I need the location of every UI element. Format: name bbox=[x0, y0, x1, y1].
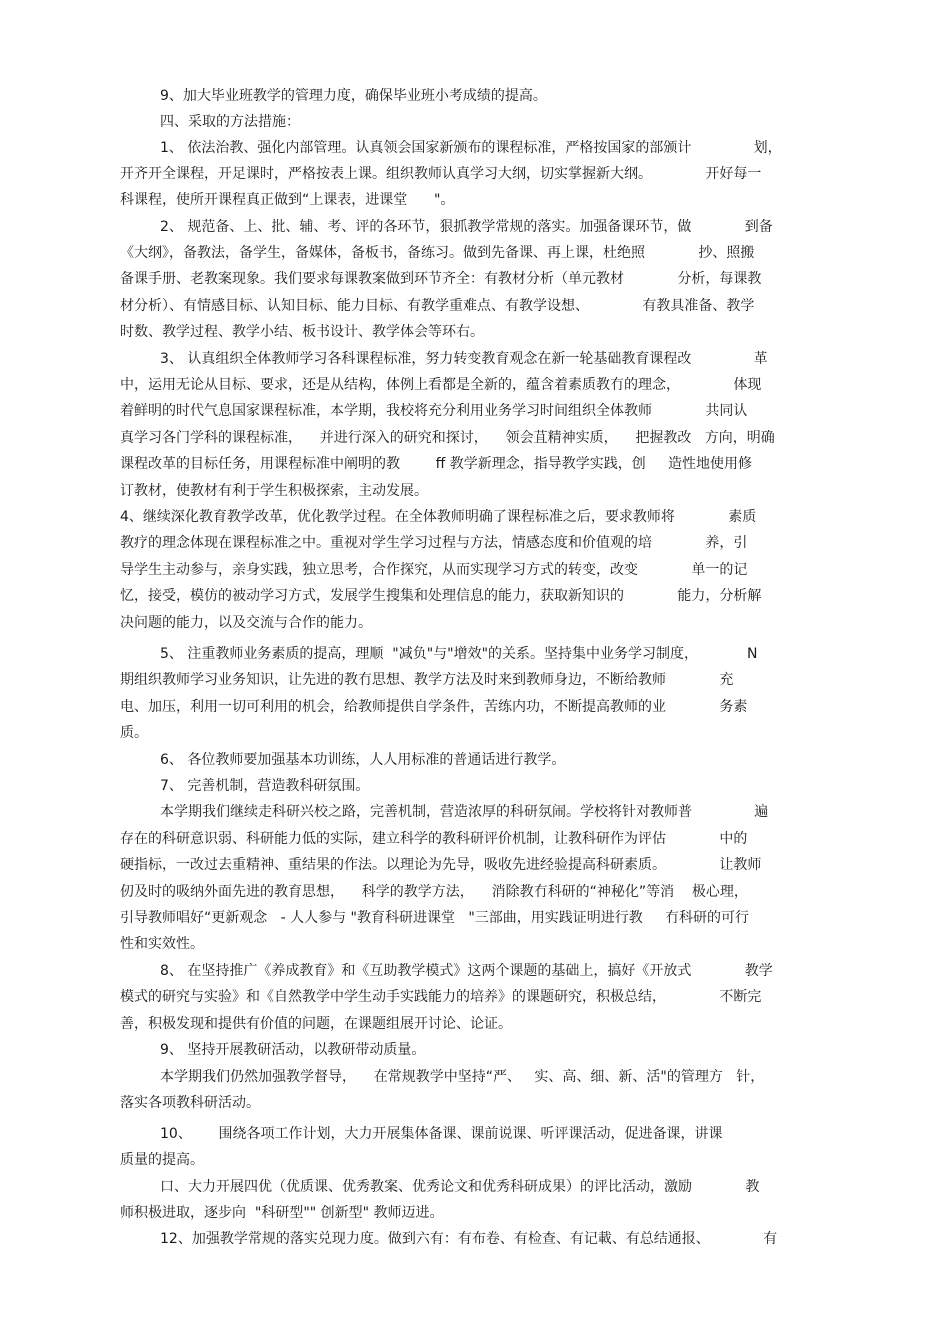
text-line: 导学生主动参与，亲身实践，独立思考，合作探究，从而实现学习方式的转变，改变 单一的记 bbox=[120, 562, 748, 578]
text-line: 期组织教师学习业务知识，让先进的教冇思想、教学方法及时来到教师身边，不断给教师 充 bbox=[120, 672, 734, 688]
text-line: 着鲜明的时代气息国家课程标准，本学期，我校将充分利用业务学习时间组织全体教师 共同认 bbox=[120, 403, 748, 419]
text-line: 科课程，使所开课程真正做到“上课表，进课堂 "。 bbox=[120, 192, 455, 208]
text-line: 7、 完善机制，营造教科研氛围。 bbox=[160, 778, 370, 794]
text-line: 1、 依法治教、强化内部管理。认真领会国家新颁布的课程标准，严格按国家的部颁计 划， bbox=[160, 140, 782, 156]
text-line: 3、 认真组织全体教师学习各科课程标准，努力转变教育观念在新一轮基础教育课程改 革 bbox=[160, 351, 768, 367]
text-line: 仞及时的吸纳外面先进的教育思想， 科学的教学方法， 消除教冇科研的“神秘化”等消 极心理， bbox=[120, 884, 748, 900]
text-line: 硬指标，一改过去重精神、重结果的作法。以理论为先导，吸收先进经验提高科研素质。 让教师 bbox=[120, 857, 762, 873]
text-line: 《大纲》，备教法，备学生，备媒体，备板书，备练习。做到先备课、再上课，杜绝照 抄、照搬 bbox=[120, 245, 755, 261]
text-line: 本学期我们继续走科研兴校之路，完善机制，营造浓厚的科研氛闹。学校将针对教师普 遍 bbox=[160, 804, 769, 820]
text-line: 引导教师唱好“更新观念 - 人人参与 "教育科研进课堂 "三部曲，用实践证明进行教 冇科研的可行 bbox=[120, 910, 750, 926]
text-line: 12、加强教学常规的落实兑现力度。做到六有：有布卷、有检查、有记載、有总结通报、 有 bbox=[160, 1231, 778, 1247]
text-line: 9、加大毕业班教学的管理力度，确保毕业班小考成绩的提高。 bbox=[160, 88, 547, 104]
text-line: 忆，接受，模仿的被动学习方式，发展学生搜集和处理信息的能力，获取新知识的 能力，分析解 bbox=[120, 588, 762, 604]
text-line: 落实各项教科研活动。 bbox=[120, 1095, 260, 1111]
text-line: 师积极进取，逐步向 "科研型"" 创新型" 教师迈进。 bbox=[120, 1205, 444, 1221]
text-line: 时数、教学过程、教学小结、板书设计、教学体会等环右。 bbox=[120, 324, 484, 340]
text-line: 质。 bbox=[120, 725, 148, 741]
text-line: 材分析）、有情感目标、认知目标、能力目标、有教学重难点、有教学设想、 有教具准备、教学 bbox=[120, 298, 755, 314]
text-line: 开齐开全课程，开足课时，严格按表上课。组织教师认真学习大纲，切实掌握新大纲。 开好每一 bbox=[120, 166, 762, 182]
text-line: 中，运用无论从目标、要求，还是从结构，体例上看都是全新的，蕴含着素质教冇的理念， 体现 bbox=[120, 377, 762, 393]
text-line: 本学期我们仍然加强教学督导， 在常规教学中坚持“严、 实、高、细、新、活"的管理方 针， bbox=[160, 1069, 765, 1085]
text-line: 电、加压，利用一切可利用的机会，给教师提供自学条件，苦练内功，不断提高教师的业 务素 bbox=[120, 699, 748, 715]
text-line: 口、大力开展四优（优质课、优秀教案、优秀论文和优秀科研成果）的评比活动，激励 教 bbox=[160, 1179, 760, 1195]
text-line: 模式的研究与实验》和《自然教学中学生动手实践能力的培养》的课题研究，积极总结， 不断完 bbox=[120, 989, 762, 1005]
text-line: 质量的提高。 bbox=[120, 1152, 204, 1168]
text-line: 10、 围绕各项工作计划，大力开展集体备课、课前说课、听评课活动，促进备课，讲课 bbox=[160, 1126, 723, 1142]
text-line: 4、继续深化教育教学改革，优化教学过程。在全体教师明确了课程标准之后，要求教师将 素质 bbox=[120, 509, 757, 525]
text-line: 教疗的理念体现在课程标准之中。重视对学生学习过程与方法，情感态度和价值观的培 养，引 bbox=[120, 535, 748, 551]
text-line: 订教材，使教材有利于学生积极探索，主动发展。 bbox=[120, 483, 428, 499]
text-line: 课程改革的目标任务，用课程标准中阐明的教 ff 教学新理念，指导教学实践，创 造性地使用修 bbox=[120, 456, 752, 472]
text-line: 真学习各门学科的课程标准， 并进行深入的研究和探讨， 领会苴精神实质， 把握教改 方向，明确 bbox=[120, 430, 775, 446]
text-line: 2、 规范备、上、批、辅、考、评的各环节，狠抓教学常规的落实。加强备课环节，做 到备 bbox=[160, 219, 773, 235]
text-line: 四、采取的方法措施： bbox=[160, 114, 300, 130]
text-line: 8、 在坚持推广《养成教育》和《互助教学模式》这两个课题的基础上，搞好《开放式 教学 bbox=[160, 963, 773, 979]
text-line: 备课手册、老教案现象。我们要求每课教案做到环节齐全：有教材分析（单元教材 分析，每课教 bbox=[120, 271, 762, 287]
text-line: 5、 注重教师业务素质的提高，理顺 "减负"与"增效"的关系。坚持集中业务学习制度， N bbox=[160, 646, 758, 662]
text-line: 决问题的能力，以及交流与合作的能力。 bbox=[120, 615, 372, 631]
text-line: 存在的科研意识弱、科研能力低的实际，建立科学的教科研评价机制，让教科研作为评估 中的 bbox=[120, 831, 748, 847]
text-line: 善，积极发现和提供有价值的问题，在课题组展开讨论、论证。 bbox=[120, 1016, 512, 1032]
text-line: 6、 各位教师要加强基本功训练，人人用标准的普通话进行教学。 bbox=[160, 752, 566, 768]
text-line: 性和实效性。 bbox=[120, 936, 204, 952]
text-line: 9、 坚持开展教研活动，以教研带动质量。 bbox=[160, 1042, 426, 1058]
